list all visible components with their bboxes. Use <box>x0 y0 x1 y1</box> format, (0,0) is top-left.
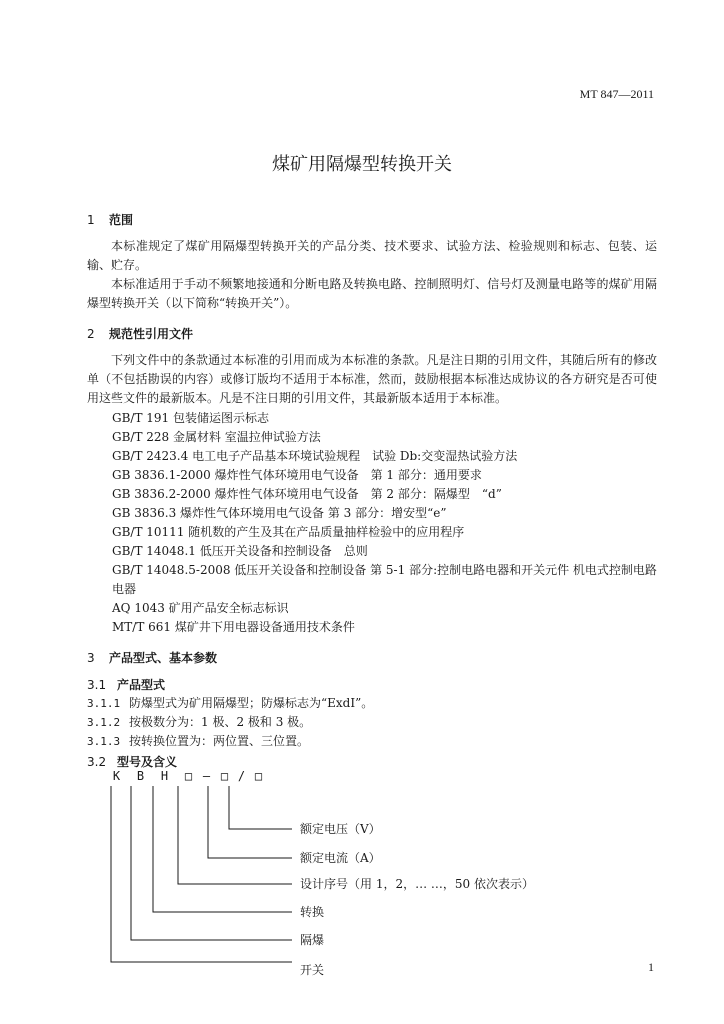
clause-item <box>87 713 311 732</box>
page-number: 1 <box>648 960 654 974</box>
section-3-2-heading <box>87 753 177 770</box>
reference-item: AQ 1043 矿用产品安全标志标识 <box>112 601 289 615</box>
connector-line <box>153 786 292 912</box>
model-code-char: □ <box>220 769 230 783</box>
legend-rated-current: 额定电流（A） <box>300 851 381 865</box>
clause-number: 3.1.2 <box>87 716 121 729</box>
section-title: 产品型式、基本参数 <box>109 651 218 665</box>
legend-switchover: 转换 <box>300 905 325 919</box>
connector-line <box>178 786 292 884</box>
model-code-char: B <box>136 769 146 783</box>
reference-item: GB/T 228 金属材料 室温拉伸试验方法 <box>112 430 321 444</box>
connector-line <box>111 786 292 962</box>
model-code-char: H <box>160 769 170 783</box>
section-1-heading <box>87 211 133 228</box>
standard-code: MT 847—2011 <box>579 87 654 101</box>
paragraph-scope-2: 本标准适用于手动不频繁地接通和分断电路及转换电路、控制照明灯、信号灯及测量电路等的煤矿用隔爆型转换开关（以下简称“转换开关”）。 <box>87 277 657 310</box>
clause-number: 3.1.3 <box>87 735 121 748</box>
section-title: 规范性引用文件 <box>109 327 194 341</box>
connector-line <box>131 786 292 940</box>
section-3-heading <box>87 649 217 666</box>
model-code-char: K <box>112 769 122 783</box>
model-code-char: / <box>237 769 247 783</box>
reference-item: GB 3836.3 爆炸性气体环境用电气设备 第 3 部分：增安型“e” <box>112 506 447 520</box>
reference-item: GB/T 14048.1 低压开关设备和控制设备 总则 <box>112 544 368 558</box>
paragraph-references-intro: 下列文件中的条款通过本标准的引用而成为本标准的条款。凡是注日期的引用文件，其随后所有的修改单（不包括勘误的内容）或修订版均不适用于本标准，然而，鼓励根据本标准达成协议的各方研究是否可使用这些文件的最新版本。凡是不注日期的引用文件，其最新版本适用于本标准。 <box>87 353 657 405</box>
section-2-heading <box>87 325 193 342</box>
clause-item <box>87 694 373 713</box>
connector-line <box>208 786 292 858</box>
model-code <box>105 769 271 783</box>
clause-number: 3.1.1 <box>87 697 121 710</box>
section-title: 范围 <box>109 213 134 227</box>
reference-item: GB 3836.2-2000 爆炸性气体环境用电气设备 第 2 部分：隔爆型 “d” <box>112 487 502 501</box>
clause-item <box>87 732 309 751</box>
reference-item: GB/T 191 包装储运图示标志 <box>112 411 269 425</box>
section-number: 3.1 <box>87 678 107 692</box>
reference-item: GB/T 2423.4 电工电子产品基本环境试验规程 试验 Db:交变湿热试验方法 <box>112 449 518 463</box>
legend-flameproof: 隔爆 <box>300 933 325 947</box>
section-number: 1 <box>87 213 95 227</box>
reference-item: GB/T 10111 随机数的产生及其在产品质量抽样检验中的应用程序 <box>112 525 465 539</box>
section-3-1-heading <box>87 676 165 693</box>
section-title: 产品型式 <box>117 678 166 692</box>
model-code-char: □ <box>254 769 264 783</box>
connector-line <box>229 786 292 829</box>
reference-list <box>112 409 660 637</box>
legend-switch: 开关 <box>300 963 325 977</box>
clause-text: 按极数分为：1 极、2 极和 3 极。 <box>129 715 312 729</box>
section-number: 3.2 <box>87 755 107 769</box>
section-number: 2 <box>87 327 95 341</box>
model-code-char: – <box>202 769 212 783</box>
reference-item: MT/T 661 煤矿井下用电器设备通用技术条件 <box>112 620 355 634</box>
reference-item: GB/T 14048.5-2008 低压开关设备和控制设备 第 5-1 部分:控制电路电器和开关元件 机电式控制电路电器 <box>112 563 657 596</box>
model-code-char: □ <box>184 769 194 783</box>
paragraph-scope-1: 本标准规定了煤矿用隔爆型转换开关的产品分类、技术要求、试验方法、检验规则和标志、包装、运输、贮存。 <box>87 239 657 272</box>
legend-design-serial: 设计序号（用 1，2，… …，50 依次表示） <box>300 877 534 891</box>
reference-item: GB 3836.1-2000 爆炸性气体环境用电气设备 第 1 部分：通用要求 <box>112 468 482 482</box>
legend-rated-voltage: 额定电压（V） <box>300 822 381 836</box>
section-title: 型号及含义 <box>117 755 178 769</box>
clause-text: 防爆型式为矿用隔爆型；防爆标志为“ExdI”。 <box>129 696 374 710</box>
document-title: 煤矿用隔爆型转换开关 <box>272 154 452 175</box>
clause-text: 按转换位置为：两位置、三位置。 <box>129 734 310 748</box>
section-number: 3 <box>87 651 95 665</box>
